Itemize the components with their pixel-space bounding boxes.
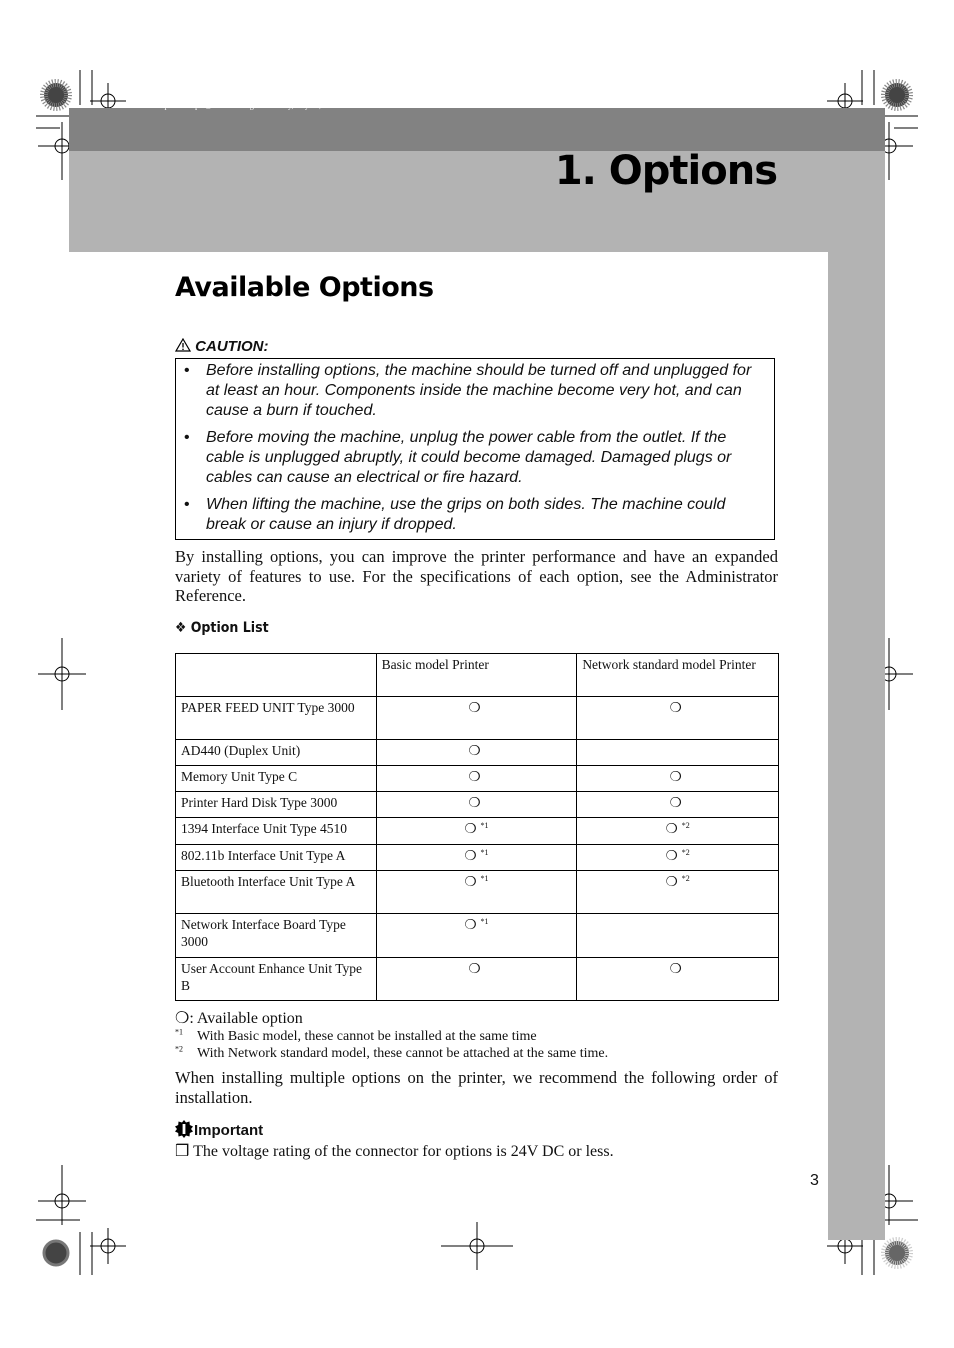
- footnote-text: With Network standard model, these cannot be attached at the same time.: [197, 1046, 609, 1061]
- network-model-cell: [577, 740, 779, 766]
- table-row: [176, 818, 779, 845]
- footnote-ref: *1: [480, 847, 489, 857]
- table-row: [176, 740, 779, 766]
- footnote-ref: *2: [681, 873, 690, 883]
- side-band: [828, 252, 885, 1240]
- table-row: [176, 792, 779, 818]
- network-model-cell: ❍: [577, 766, 779, 792]
- caution-item: • Before installing options, the machine should be turned off and unplugged for at least an hour. Components inside the machine become very hot, and can cause a burn if touched.: [184, 362, 752, 419]
- basic-model-cell: ❍: [376, 958, 577, 1001]
- network-model-cell: ❍: [577, 792, 779, 818]
- warning-triangle-icon: [175, 338, 191, 352]
- intro-paragraph: By installing options, you can improve the printer performance and have an expanded variety of features to use. For the specifications of each option, see the Administrator Reference.: [175, 547, 778, 605]
- network-model-cell: [577, 914, 779, 958]
- checkbox-icon: ❒: [175, 1143, 190, 1160]
- caution-item: • When lifting the machine, use the grips on both sides. The machine could break or cause an injury if dropped.: [184, 496, 726, 533]
- section-title: Available Options: [175, 272, 434, 303]
- caution-box: [175, 358, 775, 540]
- basic-model-cell: ❍ $^{*1}$: [376, 871, 577, 914]
- option-name-cell: Memory Unit Type C: [176, 766, 377, 792]
- chapter-title: 1. Options: [554, 148, 777, 194]
- basic-model-cell: ❍: [376, 766, 577, 792]
- basic-model-cell: ❍ $^{*1}$: [376, 818, 577, 845]
- legend: ❍: Available option: [175, 1010, 303, 1027]
- footnote-ref: *1: [480, 873, 489, 883]
- footnote-ref: *2: [681, 847, 690, 857]
- network-model-cell: ❍ $^{*2}$: [577, 818, 779, 845]
- bullet: •: [184, 362, 190, 379]
- diamond-marker-icon: ❖: [175, 620, 187, 636]
- caution-item: • Before moving the machine, unplug the power cable from the outlet. If the cable is unplugged abruptly, it could become damaged. Damaged plugs or cables can cause an electrical or fire hazard.: [184, 429, 732, 486]
- install-paragraph: When installing multiple options on the printer, we recommend the following order of installation.: [175, 1068, 778, 1107]
- option-name-cell: 1394 Interface Unit Type 4510: [176, 818, 377, 845]
- caution-label: CAUTION:: [195, 338, 269, 355]
- basic-model-cell: ❍: [376, 792, 577, 818]
- table-header-cell: Network standard model Printer: [577, 654, 779, 697]
- network-model-cell: ❍ $^{*2}$: [577, 845, 779, 871]
- basic-model-cell: ❍: [376, 697, 577, 740]
- caution-heading: [175, 338, 269, 355]
- important-heading: [175, 1120, 263, 1139]
- option-name-cell: Printer Hard Disk Type 3000: [176, 792, 377, 818]
- network-model-cell: ❍: [577, 697, 779, 740]
- option-name-cell: Bluetooth Interface Unit Type A: [176, 871, 377, 914]
- table-header-cell: Basic model Printer: [376, 654, 577, 697]
- page-number: 3: [810, 1172, 819, 1189]
- footnote: [175, 1027, 537, 1045]
- option-list-heading: ❖ Option List: [175, 620, 269, 636]
- footnote: [175, 1044, 609, 1062]
- network-model-cell: ❍: [577, 958, 779, 1001]
- option-name-cell: User Account Enhance Unit Type B: [176, 958, 377, 1001]
- file-info: AresPGBOptionSetup-F_FM.book Page 3 Monday, July 29, 2002 1:12 PM: [128, 101, 369, 110]
- footnote-text: With Basic model, these cannot be installed at the same time: [197, 1029, 537, 1044]
- table-row: [176, 697, 779, 740]
- footnote-ref: *1: [480, 916, 489, 926]
- bullet: •: [184, 496, 190, 513]
- footnote-ref: *2: [681, 820, 690, 830]
- table-row: [176, 845, 779, 871]
- table-header-cell: [176, 654, 377, 697]
- option-name-cell: AD440 (Duplex Unit): [176, 740, 377, 766]
- basic-model-cell: ❍ $^{*1}$: [376, 914, 577, 958]
- option-name-cell: Network Interface Board Type 3000: [176, 914, 377, 958]
- footnote-mark: *2: [175, 1044, 183, 1054]
- network-model-cell: ❍ $^{*2}$: [577, 871, 779, 914]
- table-row: [176, 914, 779, 958]
- table-row: [176, 766, 779, 792]
- header-band-dark: [69, 108, 885, 151]
- important-item: ❒ The voltage rating of the connector for options is 24V DC or less.: [175, 1143, 614, 1160]
- table-header-row: [176, 654, 779, 697]
- table-row: [176, 958, 779, 1001]
- option-table: [175, 653, 779, 1001]
- important-icon: [175, 1120, 193, 1138]
- bullet: •: [184, 429, 190, 446]
- important-label: Important: [194, 1122, 264, 1139]
- basic-model-cell: ❍: [376, 740, 577, 766]
- footnote-ref: *1: [480, 820, 489, 830]
- footnote-mark: *1: [175, 1027, 183, 1037]
- option-name-cell: PAPER FEED UNIT Type 3000: [176, 697, 377, 740]
- option-name-cell: 802.11b Interface Unit Type A: [176, 845, 377, 871]
- table-row: [176, 871, 779, 914]
- basic-model-cell: ❍ $^{*1}$: [376, 845, 577, 871]
